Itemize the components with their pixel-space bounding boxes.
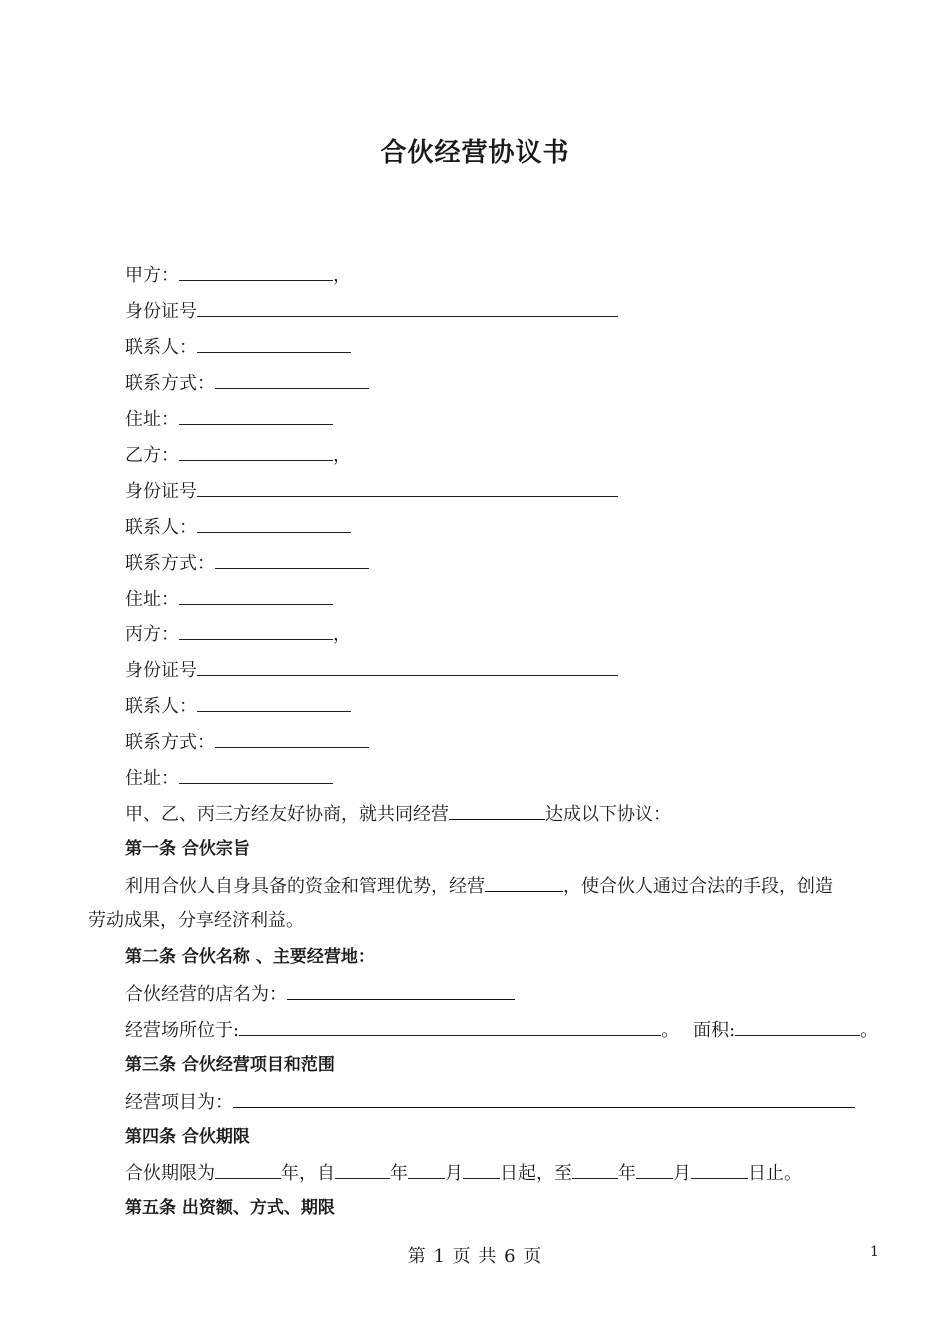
article4-term-label: 合伙期限为 [125,1163,215,1184]
intro-text-before: 甲、乙、丙三方经友好协商，就共同经营 [125,804,449,825]
party-a-address-line [125,406,333,430]
party-a-phone-line [125,370,369,394]
party-c-phone-label: 联系方式： [125,732,215,753]
article3-project-blank[interactable] [233,1089,855,1108]
article4-end-month-blank[interactable] [636,1160,673,1179]
article4-text-from: 年，自 [281,1163,335,1184]
party-c-id-blank[interactable] [197,657,618,676]
party-a-name-label: 甲方： [125,265,179,286]
party-a-id-label: 身份证号 [125,301,197,322]
article4-term-line [125,1160,802,1184]
party-b-address-line [125,586,333,610]
party-b-name-label: 乙方： [125,445,179,466]
party-a-contact-line [125,334,351,358]
party-c-address-blank[interactable] [179,765,333,784]
party-c-address-line [125,765,333,789]
intro-business-blank[interactable] [449,801,545,820]
party-b-phone-line [125,550,369,574]
party-a-address-label: 住址： [125,409,179,430]
party-b-id-label: 身份证号 [125,481,197,502]
party-a-phone-label: 联系方式： [125,373,215,394]
article2-location-line [125,1017,878,1041]
article2-location-label: 经营场所位于: [125,1020,240,1041]
party-a-name-blank[interactable] [179,262,333,281]
party-b-contact-label: 联系人： [125,517,197,538]
party-b-address-label: 住址： [125,589,179,610]
page-footer: 第 1 页 共 6 页 [407,1246,543,1267]
party-a-name-line [125,262,351,286]
party-c-name-line [125,621,351,645]
article4-text-to: 日起，至 [500,1163,572,1184]
article4-text-month2: 月 [673,1163,691,1184]
article4-text-month1: 月 [445,1163,463,1184]
party-c-contact-line [125,693,351,717]
article4-text-year1: 年 [390,1163,408,1184]
party-a-id-line [125,298,618,322]
article4-text-year2: 年 [618,1163,636,1184]
party-b-phone-label: 联系方式： [125,553,215,574]
article1-text-line1 [125,873,833,897]
article2-store-label: 合伙经营的店名为： [125,984,287,1005]
article1-text-line2: 劳动成果，分享经济利益。 [88,910,304,931]
party-c-id-label: 身份证号 [125,660,197,681]
article2-period1: 。 [661,1020,680,1041]
party-b-address-blank[interactable] [179,586,333,605]
party-a-comma: ， [333,265,351,286]
party-c-phone-blank[interactable] [215,729,369,748]
article1-text-before: 利用合伙人自身具备的资金和管理优势，经营 [125,876,485,897]
article1-business-blank[interactable] [485,873,563,892]
party-c-comma: ， [333,624,351,645]
party-b-contact-blank[interactable] [197,514,351,533]
article3-project-line [125,1089,855,1113]
article2-store-blank[interactable] [287,981,515,1000]
article4-start-year-blank[interactable] [335,1160,390,1179]
article2-location-blank[interactable] [239,1017,661,1036]
party-a-contact-label: 联系人： [125,337,197,358]
article2-area-label: 面积: [693,1020,736,1041]
party-a-phone-blank[interactable] [215,370,369,389]
article5-heading: 第五条 出资额、方式、期限 [125,1198,335,1218]
article4-years-blank[interactable] [215,1160,281,1179]
article1-heading: 第一条 合伙宗旨 [125,839,250,859]
party-b-phone-blank[interactable] [215,550,369,569]
party-a-contact-blank[interactable] [197,334,351,353]
party-c-contact-label: 联系人： [125,696,197,717]
article4-end-day-blank[interactable] [691,1160,748,1179]
party-c-contact-blank[interactable] [197,693,351,712]
article2-heading: 第二条 合伙名称 、主要经营地： [125,947,375,967]
intro-line [125,801,671,825]
article2-area-blank[interactable] [735,1017,860,1036]
party-b-name-line [125,442,351,466]
party-a-id-blank[interactable] [197,298,618,317]
party-c-phone-line [125,729,369,753]
party-b-id-line [125,478,618,502]
intro-text-after: 达成以下协议： [545,804,671,825]
article4-end-year-blank[interactable] [572,1160,618,1179]
party-c-address-label: 住址： [125,768,179,789]
article1-text-after: ，使合伙人通过合法的手段，创造 [563,876,833,897]
document-title: 合伙经营协议书 [380,138,570,168]
party-b-contact-line [125,514,351,538]
page-number: 1 [870,1244,879,1260]
article4-text-end: 日止。 [748,1163,802,1184]
party-c-name-label: 丙方： [125,624,179,645]
article2-period2: 。 [860,1020,879,1041]
article4-heading: 第四条 合伙期限 [125,1127,250,1147]
party-b-name-blank[interactable] [179,442,333,461]
article3-heading: 第三条 合伙经营项目和范围 [125,1055,335,1075]
article2-store-line [125,981,515,1005]
article4-start-month-blank[interactable] [408,1160,445,1179]
party-c-id-line [125,657,618,681]
article3-project-label: 经营项目为： [125,1092,233,1113]
party-b-comma: ， [333,445,351,466]
party-c-name-blank[interactable] [179,621,333,640]
party-b-id-blank[interactable] [197,478,618,497]
party-a-address-blank[interactable] [179,406,333,425]
article4-start-day-blank[interactable] [463,1160,500,1179]
